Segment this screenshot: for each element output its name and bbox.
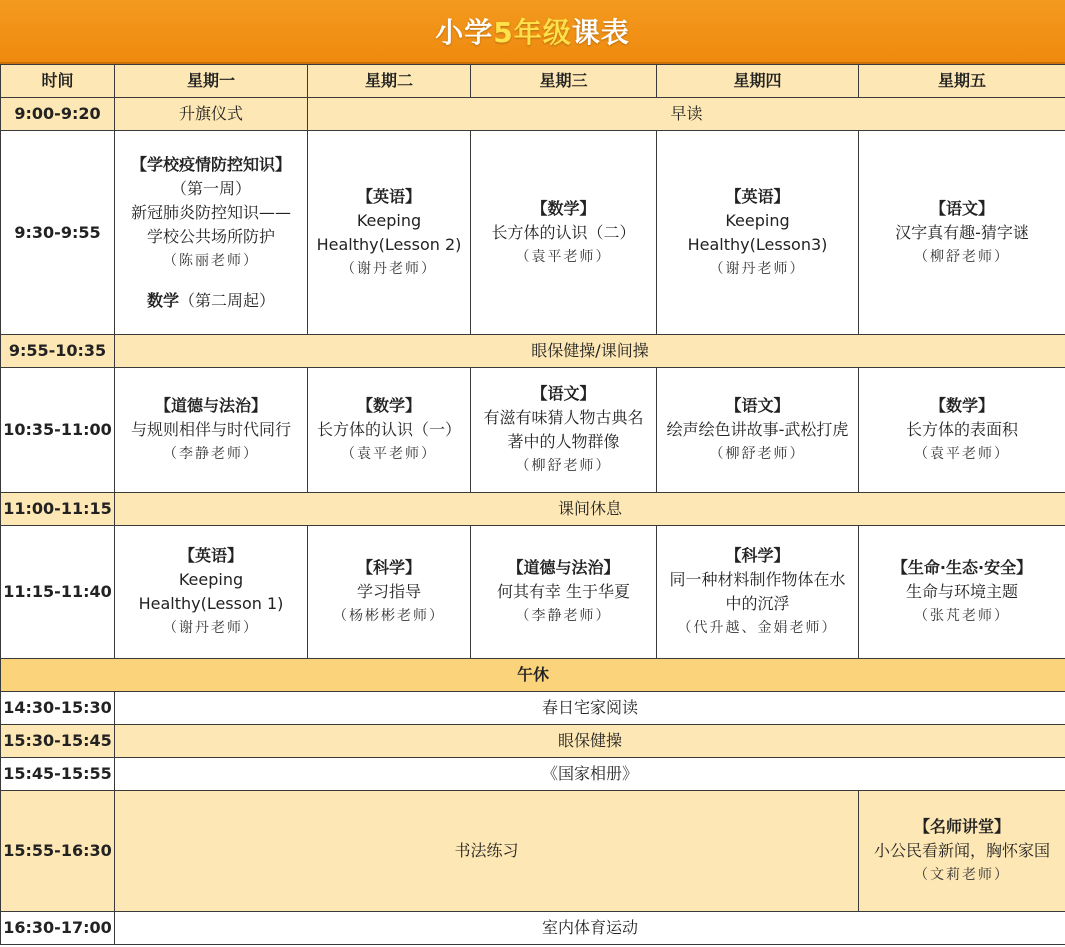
header-monday: 星期一 [115,65,308,98]
lesson-line: 小公民看新闻，胸怀家国 [873,841,1050,860]
title-prefix: 小学 [435,16,494,49]
time-cell: 11:00-11:15 [1,493,115,526]
lesson-cell [859,526,1065,659]
header-thursday: 星期四 [657,65,859,98]
table-row [1,493,1065,526]
lesson-teacher: （谢丹老师） [709,260,806,277]
lesson-line: 长方体的认识（一） [316,420,461,439]
table-row [1,912,1065,945]
lesson-line: 同一种材料制作物体在水 [669,570,846,589]
lesson-line: Keeping [178,570,244,589]
lesson-subject: 【名师讲堂】 [913,817,1010,836]
time-cell: 14:30-15:30 [1,692,115,725]
time-cell: 9:55-10:35 [1,335,115,368]
lesson-line: 何其有幸 生于华夏 [496,582,631,601]
lesson-teacher: （李静老师） [515,608,612,624]
lesson-cell [859,791,1065,912]
lesson-teacher: （袁平老师） [914,446,1010,462]
lesson-subject: 【英语】 [356,186,421,206]
lesson-subject: 【科学】 [356,558,421,577]
lesson-line: Healthy(Lesson 1) [138,594,284,613]
lesson-subject: 【英语】 [178,546,243,565]
lesson-subject: 【语文】 [725,396,790,415]
lesson-line: 与规则相伴与时代同行 [130,420,291,439]
lesson-teacher: （柳舒老师） [709,446,806,462]
lesson-cell [471,526,657,659]
lesson-line: Healthy(Lesson3) [687,234,828,254]
lesson-line: 学习指导 [356,582,421,601]
schedule-title [435,11,630,51]
header-row [1,65,1065,98]
table-row [1,526,1065,659]
lesson-note [117,289,305,313]
lunch-row [1,659,1065,692]
lesson-subject: 【数学】 [929,396,994,415]
table-row [1,335,1065,368]
lesson-line: 生命与环境主题 [905,582,1018,601]
table-row [1,98,1065,131]
lesson-line: 中的沉浮 [725,594,790,613]
lesson-line: 新冠肺炎防控知识—— [130,202,291,222]
activity-cell: 《国家相册》 [115,758,1065,791]
activity-cell: 升旗仪式 [115,98,308,131]
lesson-line: Keeping [725,210,790,230]
header-friday: 星期五 [859,65,1065,98]
lesson-teacher: （柳舒老师） [914,248,1010,265]
lesson-subject: 【语文】 [531,384,596,403]
time-cell: 15:45-15:55 [1,758,115,791]
time-cell: 15:30-15:45 [1,725,115,758]
lesson-teacher: （谢丹老师） [163,620,259,636]
table-row [1,692,1065,725]
lesson-line: 汉字真有趣-猜字谜 [895,222,1029,242]
lesson-cell [657,131,859,335]
title-suffix: 课表 [571,16,630,49]
header-time: 时间 [1,65,115,98]
table-row [1,368,1065,493]
lesson-line: 有滋有味猜人物古典名 [483,408,644,427]
lesson-cell [471,368,657,493]
lesson-teacher: （袁平老师） [515,248,612,265]
lesson-teacher: （杨彬彬老师） [333,608,445,624]
lesson-cell [308,368,471,493]
lesson-cell [308,131,471,335]
schedule-title-bar [0,0,1065,64]
schedule-table [0,64,1065,945]
time-cell: 9:30-9:55 [1,131,115,335]
activity-cell: 春日宅家阅读 [115,692,1065,725]
lesson-subject: 【数学】 [356,396,421,415]
lesson-cell [308,526,471,659]
lesson-line: Keeping [356,210,422,230]
table-row [1,725,1065,758]
lesson-subject: 【语文】 [929,198,994,218]
lesson-cell [859,131,1065,335]
time-cell: 15:55-16:30 [1,791,115,912]
lunch-cell: 午休 [1,659,1065,692]
lesson-cell [115,526,308,659]
lesson-line: 绘声绘色讲故事-武松打虎 [666,420,849,439]
header-tuesday: 星期二 [308,65,471,98]
time-cell: 11:15-11:40 [1,526,115,659]
activity-cell: 书法练习 [115,791,859,912]
lesson-teacher: （陈丽老师） [163,252,259,269]
lesson-subject: 【数学】 [531,198,596,218]
activity-cell: 室内体育运动 [115,912,1065,945]
lesson-note-subject: 数学 [146,290,179,310]
lesson-teacher: （文莉老师） [914,867,1010,883]
activity-cell: 眼保健操 [115,725,1065,758]
title-highlight: 5年级 [493,16,572,49]
lesson-teacher: （柳舒老师） [515,458,612,474]
table-row [1,791,1065,912]
lesson-subject: 【英语】 [725,186,790,206]
lesson-line: Healthy(Lesson 2) [316,234,462,254]
lesson-line: 长方体的认识（二） [491,222,636,242]
lesson-cell [657,526,859,659]
time-cell: 16:30-17:00 [1,912,115,945]
lesson-teacher: （谢丹老师） [341,260,437,277]
lesson-teacher: （袁平老师） [341,446,437,462]
lesson-teacher: （李静老师） [163,446,259,462]
lesson-cell [859,368,1065,493]
lesson-line: 长方体的表面积 [905,420,1018,439]
lesson-subject: 【生命·生态·安全】 [891,558,1033,577]
time-cell: 9:00-9:20 [1,98,115,131]
lesson-cell [657,368,859,493]
lesson-teacher: （代升越、金娟老师） [677,620,838,636]
table-row [1,131,1065,335]
lesson-subject: 【道德与法治】 [507,558,620,577]
activity-cell: 早读 [308,98,1065,131]
lesson-cell [471,131,657,335]
lesson-subject: 【学校疫情防控知识】 [130,154,291,174]
lesson-line: 著中的人物群像 [507,432,620,451]
header-wednesday: 星期三 [471,65,657,98]
lesson-line: 学校公共场所防护 [146,226,275,246]
lesson-cell [115,131,308,335]
lesson-line: （第一周） [170,178,251,198]
lesson-cell [115,368,308,493]
table-row [1,758,1065,791]
lesson-teacher: （张芃老师） [914,608,1010,624]
activity-cell: 课间休息 [115,493,1065,526]
activity-cell: 眼保健操/课间操 [115,335,1065,368]
time-cell: 10:35-11:00 [1,368,115,493]
lesson-note-text: （第二周起） [179,290,276,310]
lesson-subject: 【科学】 [725,546,790,565]
lesson-subject: 【道德与法治】 [154,396,267,415]
